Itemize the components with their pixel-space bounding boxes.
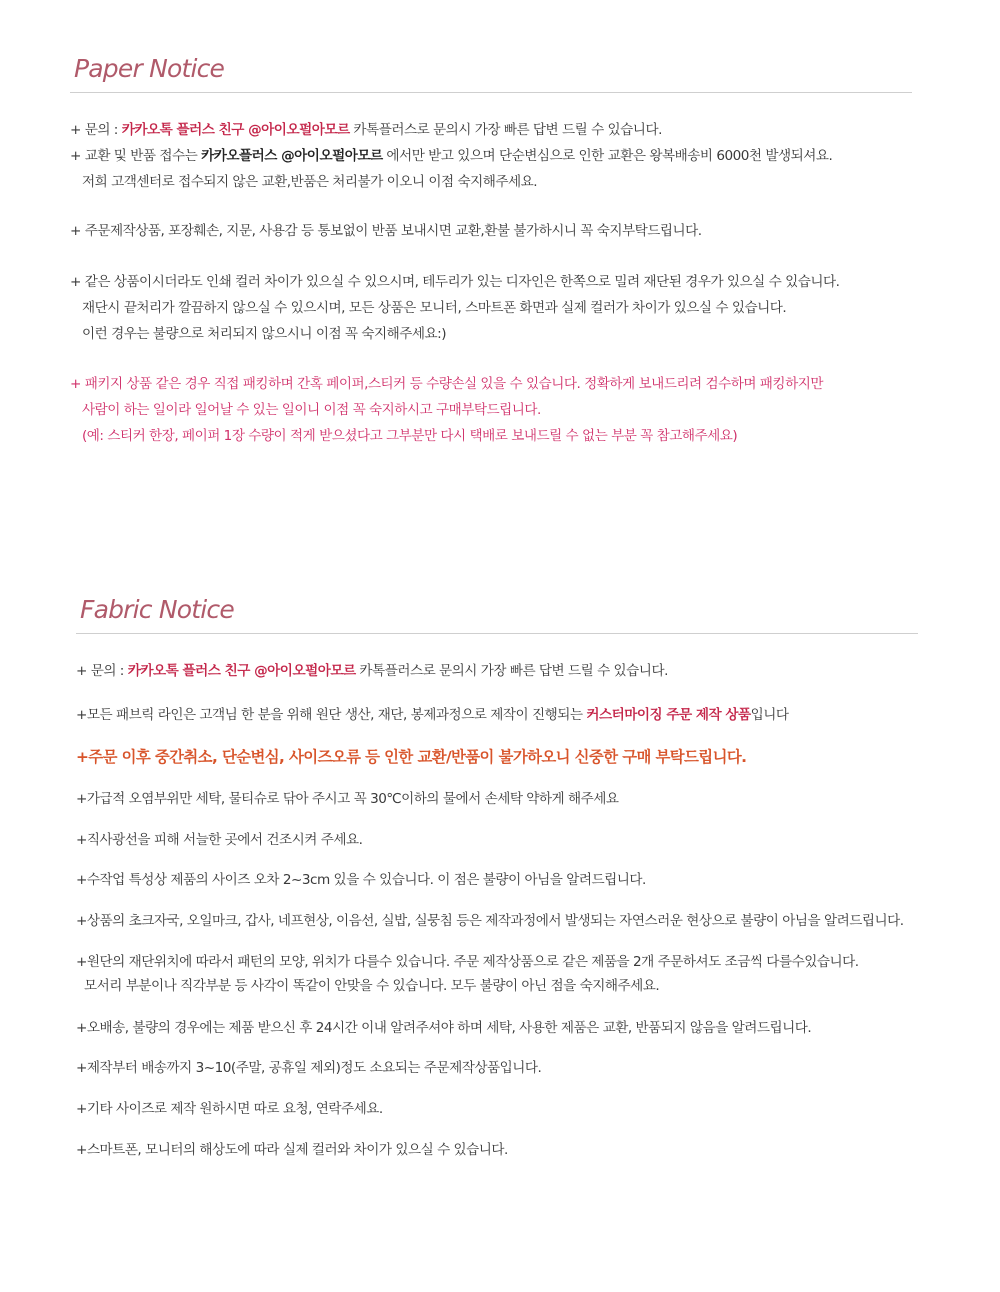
paper-custom-order-line: + 주문제작상품, 포장훼손, 지문, 사용감 등 통보없이 반품 보내시면 교환,환불 불가하시니 꼭 숙지부탁드립니다. [70,223,702,239]
fabric-custom-line [76,705,789,725]
fabric-period-line: +제작부터 배송까지 3~10(주말, 공휴일 제외)정도 소요되는 주문제작상품입니다. [76,1060,542,1076]
paper-exchange-note: 저희 고객센터로 접수되지 않은 교환,반품은 처리불가 이오니 이점 숙지해주세요. [82,174,538,190]
fabric-size-line: +수작업 특성상 제품의 사이즈 오차 2~3cm 있을 수 있습니다. 이 점은 불량이 아님을 알려드립니다. [76,872,646,888]
fabric-inquiry-kakao: 카카오톡 플러스 친구 @아이오펄아모르 [127,663,356,679]
paper-inquiry-kakao: 카카오톡 플러스 친구 @아이오펄아모르 [121,122,350,138]
fabric-screen-line: +스마트폰, 모니터의 해상도에 따라 실제 컬러와 차이가 있으실 수 있습니다. [76,1142,508,1158]
fabric-custom-highlight: 커스터마이징 주문 제작 상품 [586,707,751,723]
fabric-custom-suffix: 입니다 [750,707,789,723]
fabric-marks-line: +상품의 초크자국, 오일마크, 갑사, 네프현상, 이음선, 실밥, 실뭉침 등은 제작과정에서 발생되는 자연스러운 현상으로 불량이 아님을 알려드립니다. [76,913,904,929]
fabric-inquiry-line [76,661,668,681]
fabric-inquiry-prefix: + 문의 : [76,663,128,679]
fabric-notice-section [76,593,918,1158]
paper-exchange-line [70,146,832,166]
fabric-warning-line: +주문 이후 중간취소, 단순변심, 사이즈오류 등 인한 교환/반품이 불가하오니 신중한 구매 부탁드립니다. [76,748,747,766]
paper-package-line-1: + 패키지 상품 같은 경우 직접 패킹하며 간혹 페이퍼,스티커 등 수량손실 있을 수 있습니다. 정확하게 보내드리려 검수하며 패킹하지만 [70,376,823,392]
fabric-inquiry-suffix: 카톡플러스로 문의시 가장 빠른 답변 드릴 수 있습니다. [355,663,668,679]
paper-notice-title: Paper Notice [74,54,225,83]
paper-exchange-kakao: 카카오플러스 @아이오펄아모르 [201,148,383,164]
fabric-dry-line: +직사광선을 피해 서늘한 곳에서 건조시켜 주세요. [76,832,363,848]
paper-exchange-prefix: + 교환 및 반품 접수는 [70,148,202,164]
fabric-misdelivery-line: +오배송, 불량의 경우에는 제품 받으신 후 24시간 이내 알려주셔야 하며 세탁, 사용한 제품은 교환, 반품되지 않음을 알려드립니다. [76,1020,812,1036]
fabric-custom-prefix: +모든 패브릭 라인은 고객님 한 분을 위해 원단 생산, 재단, 봉제과정으로 제작이 진행되는 [76,707,587,723]
paper-title-divider [70,92,912,93]
fabric-wash-line: +가급적 오염부위만 세탁, 물티슈로 닦아 주시고 꼭 30℃이하의 물에서 손세탁 약하게 해주세요 [76,791,619,807]
paper-color-line-1: + 같은 상품이시더라도 인쇄 컬러 차이가 있으실 수 있으시며, 테두리가 있는 디자인은 한쪽으로 밀려 재단된 경우가 있으실 수 있습니다. [70,274,840,290]
fabric-title-divider [76,633,918,634]
paper-package-line-3: (예: 스티커 한장, 페이퍼 1장 수량이 적게 받으셨다고 그부분만 다시 택배로 보내드릴 수 없는 부분 꼭 참고해주세요) [82,428,738,444]
fabric-pattern-line-2: 모서리 부분이나 직각부분 등 사각이 똑같이 안맞을 수 있습니다. 모두 불량이 아닌 점을 숙지해주세요. [84,978,660,994]
paper-inquiry-prefix: + 문의 : [70,122,122,138]
fabric-other-size-line: +기타 사이즈로 제작 원하시면 따로 요청, 연락주세요. [76,1101,383,1117]
paper-color-line-2: 재단시 끝처리가 깔끔하지 않으실 수 있으시며, 모든 상품은 모니터, 스마트폰 화면과 실제 컬러가 차이가 있으실 수 있습니다. [82,300,787,316]
paper-notice-section [70,52,912,444]
paper-exchange-suffix: 에서만 받고 있으며 단순변심으로 인한 교환은 왕복배송비 6000천 발생되셔요. [382,148,833,164]
fabric-pattern-line-1: +원단의 재단위치에 따라서 패턴의 모양, 위치가 다를수 있습니다. 주문 제작상품으로 같은 제품을 2개 주문하셔도 조금씩 다를수있습니다. [76,954,859,970]
paper-inquiry-line [70,120,662,140]
paper-inquiry-suffix: 카톡플러스로 문의시 가장 빠른 답변 드릴 수 있습니다. [349,122,662,138]
fabric-notice-title: Fabric Notice [80,595,234,624]
paper-package-line-2: 사람이 하는 일이라 일어날 수 있는 일이니 이점 꼭 숙지하시고 구매부탁드립니다. [82,402,541,418]
paper-color-line-3: 이런 경우는 불량으로 처리되지 않으시니 이점 꼭 숙지해주세요:) [82,326,447,342]
